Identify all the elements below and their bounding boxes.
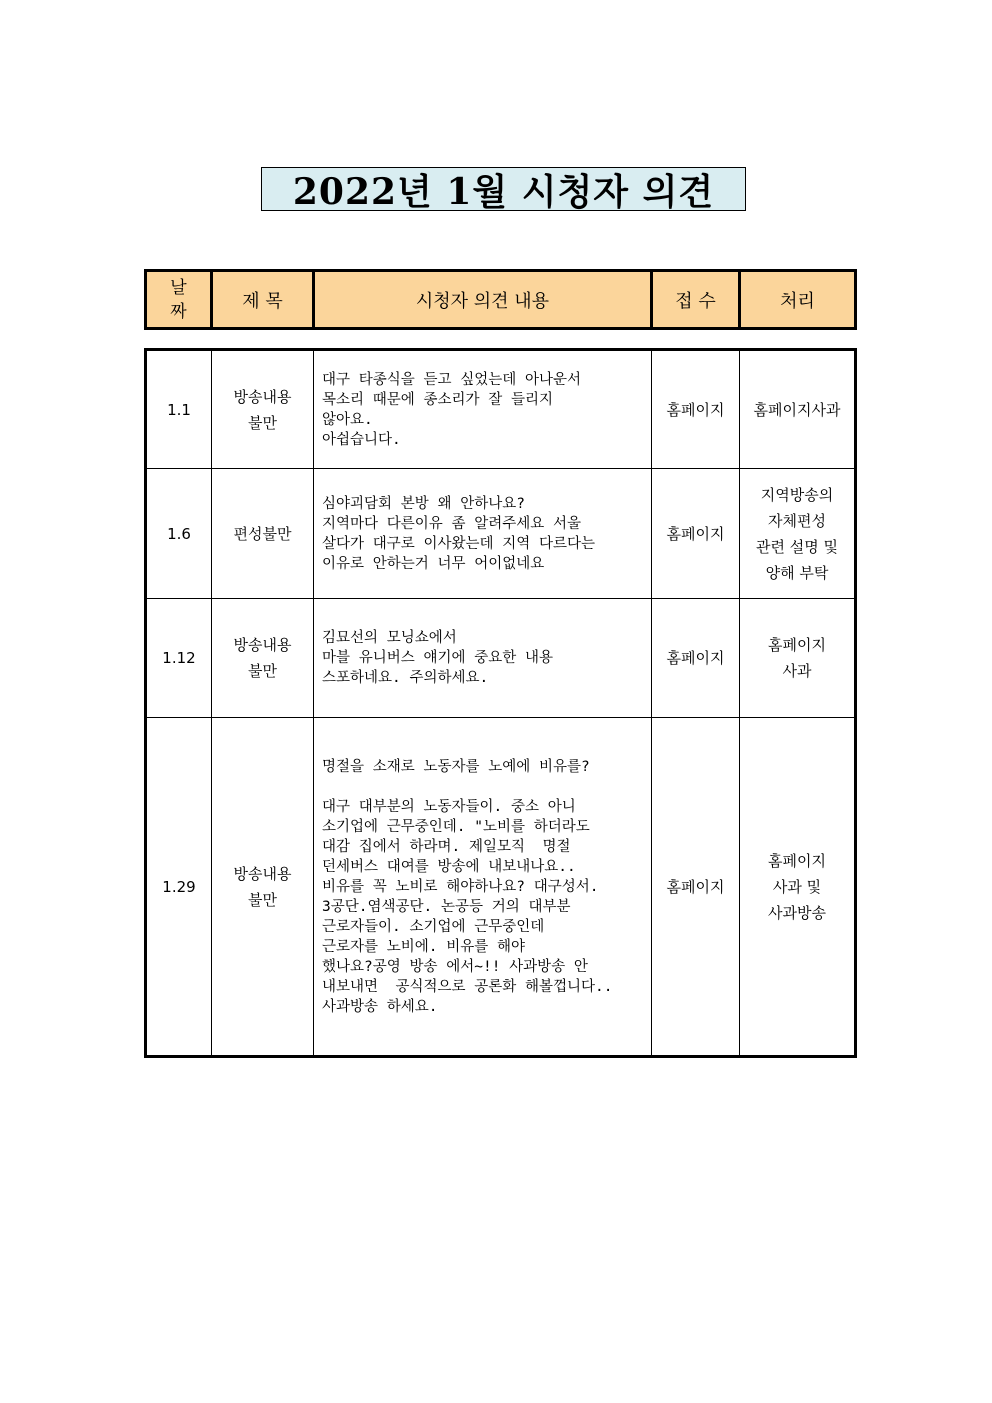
row-action-line: 관련 설명 및 <box>756 537 838 556</box>
row-action-line: 홈페이지사과 <box>753 400 841 419</box>
row-content-line: 스포하네요. 주의하세요. <box>322 670 489 686</box>
row-content-line: 지역마다 다른이유 좀 알려주세요 서울 <box>322 515 582 532</box>
table-row <box>146 469 856 599</box>
row-content-line: 목소리 때문에 종소리가 잘 들리지 <box>322 391 554 408</box>
row-action-line: 사과 <box>782 662 812 680</box>
row-content-line: 명절을 소재로 노동자를 노예에 비유를? <box>322 758 590 775</box>
row-action-line: 홈페이지 <box>768 851 826 870</box>
header-channel: 접 수 <box>652 271 740 329</box>
header-date-line: 짜 <box>170 301 187 322</box>
header-row <box>146 271 856 329</box>
row-content <box>314 718 652 1057</box>
row-action-line: 홈페이지 <box>768 636 826 654</box>
row-action <box>740 350 856 469</box>
row-channel: 홈페이지 <box>652 718 740 1057</box>
row-action-line: 자체편성 <box>768 511 826 530</box>
row-subject <box>212 469 314 599</box>
row-date: 1.29 <box>146 718 212 1057</box>
row-subject-line: 방송내용 <box>233 864 292 883</box>
row-content-line: 했나요?공영 방송 에서~!! 사과방송 안 <box>322 958 588 975</box>
row-subject <box>212 350 314 469</box>
row-subject-line: 불만 <box>248 890 277 909</box>
row-date: 1.1 <box>146 350 212 469</box>
row-action-line: 사과 및 <box>772 877 822 896</box>
page-title: 2022년 1월 시청자 의견 <box>292 170 715 213</box>
header-subject: 제 목 <box>212 271 314 329</box>
row-subject-line: 방송내용 <box>233 387 292 406</box>
header-content: 시청자 의견 내용 <box>314 271 652 329</box>
row-action-line: 사과방송 <box>768 903 826 922</box>
header-table <box>144 269 857 330</box>
row-content-line: 내보내면 공식적으로 공론화 해볼껍니다.. <box>322 978 613 995</box>
row-subject-line: 불만 <box>248 662 277 680</box>
row-content-line: 던세버스 대여를 방송에 내보내나요.. <box>322 858 576 875</box>
row-content-line: 비유를 꼭 노비로 해야하나요? 대구성서. <box>322 878 599 895</box>
row-content <box>314 599 652 718</box>
row-content-line <box>322 777 645 797</box>
row-content-line: 근로자를 노비에. 비유를 해야 <box>322 938 526 955</box>
row-date: 1.6 <box>146 469 212 599</box>
row-content-line: 살다가 대구로 이사왔는데 지역 다르다는 <box>322 535 596 552</box>
row-subject-line: 불만 <box>248 413 277 432</box>
row-content-line: 이유로 안하는거 너무 어이없네요 <box>322 555 545 572</box>
row-content-line: 김묘선의 모닝쇼에서 <box>322 630 457 646</box>
row-content-line: 3공단.염색공단. 논공등 거의 대부분 <box>322 898 571 915</box>
row-subject <box>212 599 314 718</box>
table-row <box>146 350 856 469</box>
row-action <box>740 469 856 599</box>
row-content-line: 근로자들이. 소기업에 근무중인데 <box>322 918 545 935</box>
row-content-line: 아쉽습니다. <box>322 431 401 448</box>
row-action <box>740 718 856 1057</box>
row-channel: 홈페이지 <box>652 599 740 718</box>
row-channel: 홈페이지 <box>652 469 740 599</box>
row-content <box>314 350 652 469</box>
table-row <box>146 599 856 718</box>
opinion-table <box>144 348 857 1058</box>
row-action-line: 지역방송의 <box>760 485 834 504</box>
row-date: 1.12 <box>146 599 212 718</box>
page-title-box <box>261 167 746 211</box>
row-content-line: 대구 대부분의 노동자들이. 중소 아니 <box>322 798 576 815</box>
row-subject <box>212 718 314 1057</box>
row-action <box>740 599 856 718</box>
row-action-line: 양해 부탁 <box>765 563 829 582</box>
table-row <box>146 718 856 1057</box>
row-content-line: 마블 유니버스 얘기에 중요한 내용 <box>322 650 554 666</box>
row-content-line: 심야괴담회 본방 왜 안하나요? <box>322 495 526 512</box>
header-date <box>146 271 212 329</box>
header-date-line: 날 <box>170 277 187 298</box>
row-subject-line: 방송내용 <box>233 636 292 654</box>
row-channel: 홈페이지 <box>652 350 740 469</box>
row-content-line: 대구 타종식을 듣고 싶었는데 아나운서 <box>322 371 582 388</box>
row-content-line: 대감 집에서 하라며. 제일모직 명절 <box>322 838 571 855</box>
row-content-line: 않아요. <box>322 411 373 428</box>
row-content-line: 사과방송 하세요. <box>322 998 438 1015</box>
header-action: 처리 <box>740 271 856 329</box>
row-subject-line: 편성불만 <box>233 524 292 543</box>
row-content <box>314 469 652 599</box>
row-content-line: 소기업에 근무중인데. "노비를 하더라도 <box>322 818 590 835</box>
